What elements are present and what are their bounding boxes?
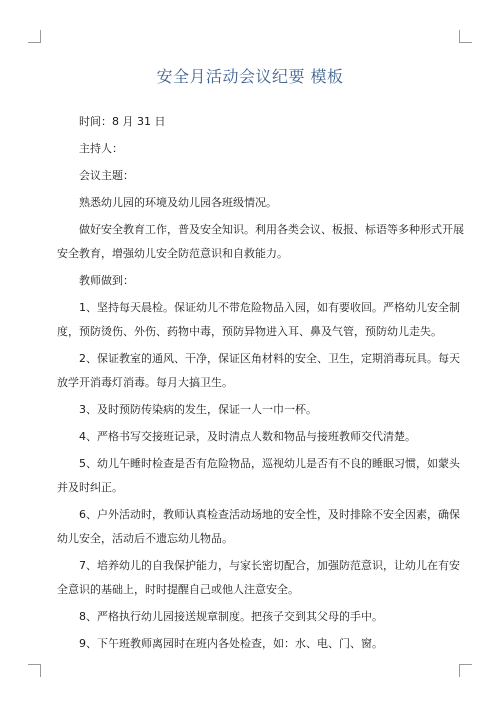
document-body <box>57 110 464 656</box>
item-5-line-2: 并及时纠正。 <box>57 481 123 494</box>
crop-mark-top-right <box>459 30 472 43</box>
familiarize-line: 熟悉幼儿园的环境及幼儿园各班级情况。 <box>79 196 277 209</box>
item-2-line-1: 2、保证教室的通风、干净，保证区角材料的安全、卫生，定期消毒玩具。每天 <box>79 352 460 365</box>
intro-line-2: 安全教育，增强幼儿安全防范意识和自救能力。 <box>57 247 288 260</box>
item-7-line-2: 全意识的基础上，时时提醒自己或他人注意安全。 <box>57 583 299 596</box>
item-2-line-2: 放学开消毒灯消毒。每月大搞卫生。 <box>57 376 233 389</box>
item-6-line-2: 幼儿安全，活动后不遗忘幼儿物品。 <box>57 532 233 545</box>
item-7-line-1: 7、培养幼儿的自我保护能力，与家长密切配合，加强防范意识，让幼儿在有安 <box>79 559 460 572</box>
intro-line-1: 做好安全教育工作，普及安全知识。利用各类会议、板报、标语等多种形式开展 <box>79 223 464 236</box>
meeting-time: 时间：8 月 31 日 <box>79 115 166 128</box>
item-6 <box>57 503 460 551</box>
item-8 <box>57 605 444 629</box>
item-4 <box>57 425 444 449</box>
crop-mark-top-left <box>28 30 41 43</box>
item-5 <box>57 452 460 500</box>
item-1-line-2: 度，预防烫伤、外伤、药物中毒，预防异物进入耳、鼻及气管，预防幼儿走失。 <box>57 325 442 338</box>
item-9 <box>57 632 444 656</box>
teacher-heading: 教师做到： <box>79 274 134 287</box>
item-2 <box>57 347 460 395</box>
item-3 <box>57 398 444 422</box>
meeting-topic: 会议主题： <box>79 169 134 182</box>
item-3-line-1: 3、及时预防传染病的发生，保证一人一巾一杯。 <box>79 403 317 416</box>
crop-mark-bottom-left <box>28 664 41 677</box>
meeting-host: 主持人： <box>79 142 123 155</box>
crop-mark-bottom-right <box>459 664 472 677</box>
item-1-line-1: 1、坚持每天晨检。保证幼儿不带危险物品入园，如有要收回。严格幼儿安全制 <box>79 301 460 314</box>
item-8-line-1: 8、严格执行幼儿园接送规章制度。把孩子交到其父母的手中。 <box>79 610 383 623</box>
item-4-line-1: 4、严格书写交接班记录，及时清点人数和物品与接班教师交代清楚。 <box>79 430 416 443</box>
item-5-line-1: 5、幼儿午睡时检查是否有危险物品，巡视幼儿是否有不良的睡眠习惯，如蒙头 <box>79 457 460 470</box>
intro-paragraph <box>57 218 464 266</box>
document-title: 安全月活动会议纪要 模板 <box>156 67 344 86</box>
item-1 <box>57 296 460 344</box>
item-6-line-1: 6、户外活动时，教师认真检查活动场地的安全性，及时排除不安全因素，确保 <box>79 508 460 521</box>
item-9-line-1: 9、下午班教师离园时在班内各处检查，如：水、电、门、窗。 <box>79 637 383 650</box>
item-7 <box>57 554 460 602</box>
